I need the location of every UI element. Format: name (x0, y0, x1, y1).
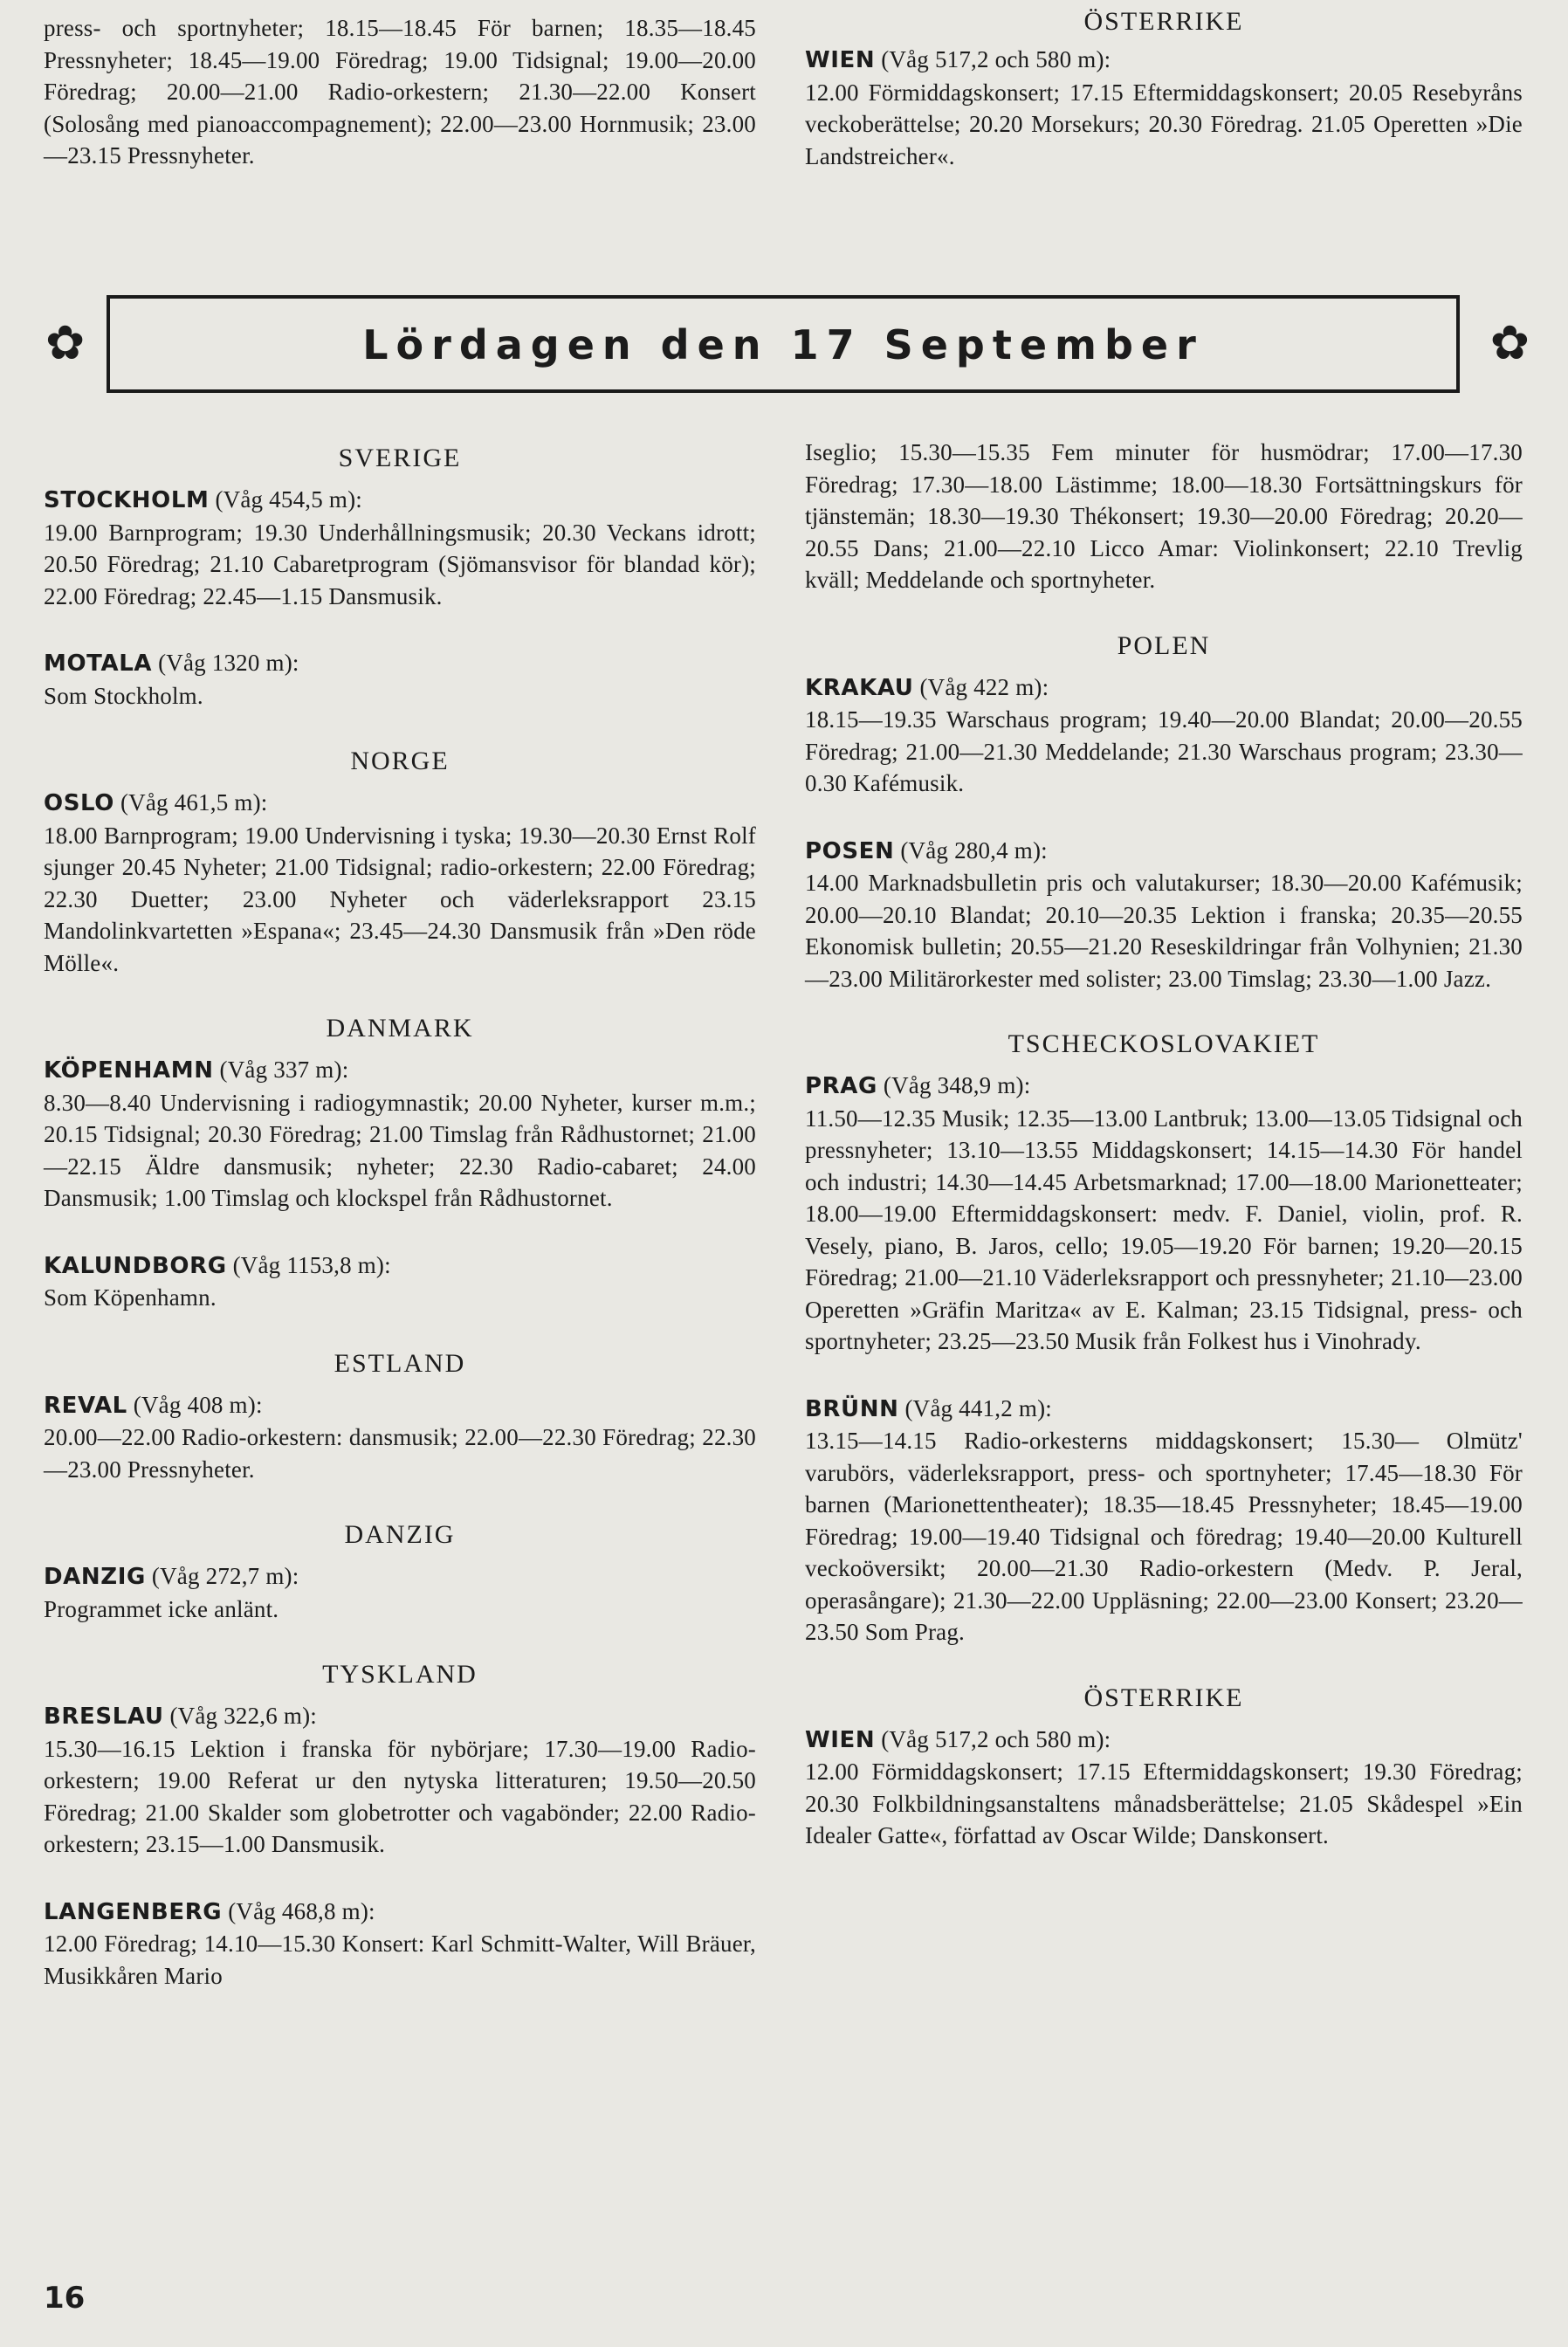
station-entry (44, 1896, 756, 1993)
program-text: 8.30—8.40 Undervisning i radiogymnastik; 20.00 Nyheter, kurser m.m.; 20.15 Tidsignal; 20.30 Föredrag; 21.00 Timslag från Rådhustornet; 21.00—22.15 Äldre dansmusik; nyheter; 22.30 Radio-cabaret; 24.00 Dansmusik; 1.00 Timslag och klockspel från Rådhustornet. (44, 1089, 756, 1211)
station-name: BRÜNN (805, 1395, 899, 1422)
station-block (44, 1014, 756, 1215)
station-entry (44, 787, 756, 979)
station-name: DANZIG (44, 1564, 146, 1590)
program-text: Iseglio; 15.30—15.35 Fem minuter för husmödrar; 17.00—17.30 Föredrag; 17.30—18.00 Lästimme; 18.00—18.30 Fortsättningskurs för tjänstemän; 18.30—19.30 Thékonsert; 19.30—20.00 Föredrag; 20.20—20.55 Dans; 21.00—22.10 Licco Amar: Violinkonsert; 22.10 Trevlig kväll; Meddelande och sportnyheter. (805, 439, 1523, 593)
program-text: 15.30—16.15 Lektion i franska för nybörjare; 17.30—19.00 Radio-orkestern; 19.00 Referat ur den nytyska litteraturen; 19.50—20.50 Föredrag; 21.00 Skalder som globetrotter och vagabönder; 22.00 Radio-orkestern; 23.15—1.00 Dansmusik. (44, 1735, 756, 1857)
program-text: 19.00 Barnprogram; 19.30 Underhållningsmusik; 20.30 Veckans idrott; 20.50 Föredrag; 21.10 Cabaretprogram (Sjömansvisor för blandad kör); 22.00 Föredrag; 22.45—1.15 Dansmusik. (44, 519, 756, 609)
station-block (805, 631, 1523, 800)
wavelength: (Våg 441,2 m): (904, 1394, 1052, 1421)
wavelength: (Våg 272,7 m): (151, 1563, 299, 1589)
country-heading: DANZIG (344, 1520, 456, 1549)
station-entry (805, 1393, 1523, 1648)
station-name: POSEN (805, 837, 895, 864)
program-text: 14.00 Marknadsbulletin pris och valutakurser; 18.30—20.00 Kafémusik; 20.00—20.10 Blandat; 20.10—20.35 Lektion i franska; 20.35—20.55 Ekonomisk bulletin; 20.55—21.20 Reseskildringar från Volhynien; 21.30—23.00 Militärorkester med solister; 23.00 Timslag; 23.30—1.00 Jazz. (805, 870, 1523, 992)
country-heading: ÖSTERRIKE (1083, 7, 1244, 36)
wavelength: (Våg 322,6 m): (169, 1703, 318, 1729)
station-block (44, 1249, 756, 1314)
clover-ornament-icon: ✿ (1489, 317, 1530, 369)
wavelength: (Våg 280,4 m): (900, 836, 1048, 864)
station-entry (44, 1560, 756, 1625)
station-block (44, 647, 756, 712)
program-text: Som Köpenhamn. (44, 1284, 217, 1311)
station-entry (805, 835, 1523, 995)
top-right-fragment (805, 7, 1523, 172)
station-name: MOTALA (44, 650, 153, 677)
station-entry (805, 1724, 1523, 1852)
station-block (44, 1520, 756, 1625)
wavelength: (Våg 422 m): (919, 673, 1049, 700)
program-text: 18.15—19.35 Warschaus program; 19.40—20.00 Blandat; 20.00—20.55 Föredrag; 21.00—21.30 Meddelande; 21.30 Warschaus program; 23.30—0.30 Kafémusik. (805, 706, 1523, 796)
station-name: STOCKHOLM (44, 487, 210, 513)
station-block (44, 444, 756, 612)
station-block (805, 835, 1523, 995)
station-name: WIEN (805, 47, 876, 73)
program-text: 18.00 Barnprogram; 19.00 Undervisning i tyska; 19.30—20.30 Ernst Rolf sjunger 20.45 Nyheter; 21.00 Tidsignal; radio-orkestern; 22.00 Föredrag; 22.30 Duetter; 23.00 Nyheter och väderleksrapport 23.15 Mandolinkvartetten »Espana«; 23.45—24.30 Dansmusik från »Den röde Mölle«. (44, 822, 756, 976)
wavelength: (Våg 468,8 m): (228, 1897, 375, 1924)
station-name: KÖPENHAMN (44, 1057, 214, 1084)
wavelength: (Våg 517,2 och 580 m): (881, 46, 1111, 72)
banner-title: Lördagen den 17 September (362, 321, 1204, 368)
wavelength: (Våg 408 m): (133, 1391, 263, 1418)
country-heading: POLEN (1117, 630, 1211, 660)
station-name: PRAG (805, 1073, 877, 1099)
station-entry (44, 1389, 756, 1486)
station-block (44, 1349, 756, 1486)
wavelength: (Våg 517,2 och 580 m): (881, 1725, 1111, 1752)
country-heading: ESTLAND (334, 1348, 466, 1378)
country-heading: TSCHECKOSLOVAKIET (1008, 1029, 1320, 1058)
left-column (44, 444, 756, 2027)
date-banner (45, 295, 1530, 400)
program-text: 12.00 Förmiddagskonsert; 17.15 Eftermiddagskonsert; 20.05 Resebyråns veckoberättelse; 20.20 Morsekurs; 20.30 Föredrag. 21.05 Operetten »Die Landstreicher«. (805, 79, 1523, 169)
station-name: REVAL (44, 1392, 127, 1419)
station-name: OSLO (44, 790, 114, 816)
station-entry (44, 1249, 756, 1314)
program-text: 11.50—12.35 Musik; 12.35—13.00 Lantbruk; 13.00—13.05 Tidsignal och pressnyheter; 13.10—13.55 Middagskonsert; 14.15—14.30 För handel och industri; 14.30—14.45 Arbetsmarknad; 17.00—18.00 Marionetteater; 18.00—19.00 Eftermiddagskonsert: medv. F. Daniel, violin, prof. R. Vesely, piano, B. Jaros, cello; 19.05—19.20 För barnen; 19.20—20.15 Föredrag; 21.00—21.10 Väderleksrapport och pressnyheter; 21.10—23.00 Operetten »Gräfin Maritza« av E. Kalman; 23.15 Tidsignal, press- och sportnyheter; 23.25—23.50 Musik från Folkest hus i Vinohrady. (805, 1105, 1523, 1354)
wavelength: (Våg 337 m): (219, 1056, 349, 1083)
country-heading: SVERIGE (338, 444, 462, 472)
station-entry (44, 647, 756, 712)
wavelength: (Våg 1320 m): (158, 650, 299, 676)
program-text: 13.15—14.15 Radio-orkesterns middagskonsert; 15.30— Olmütz' varubörs, väderleksrapport, press- och sportnyheter; 17.45—18.30 För barnen (Marionettentheater); 18.35—18.45 Pressnyheter; 18.45—19.00 Föredrag; 19.00—19.40 Tidsignal och föredrag; 19.40—20.00 Kulturell veckoöversikt; 20.00—21.30 Radio-orkestern (Medv. P. Jeral, operasångare); 21.30—22.00 Uppläsning; 22.00—23.00 Konsert; 23.20—23.50 Som Prag. (805, 1428, 1523, 1645)
top-left-fragment (44, 12, 756, 172)
station-entry (805, 1070, 1523, 1358)
station-block (44, 747, 756, 979)
station-entry (44, 1700, 756, 1861)
page-number: 16 (44, 2281, 86, 2316)
program-text: 12.00 Förmiddagskonsert; 17.15 Eftermiddagskonsert; 19.30 Föredrag; 20.30 Folkbildningsanstaltens månadsberättelse; 21.05 Skådespel »Ein Idealer Gatte«, författad av Oscar Wilde; Danskonsert. (805, 1759, 1523, 1848)
wavelength: (Våg 1153,8 m): (232, 1251, 391, 1278)
station-name: KRAKAU (805, 674, 914, 701)
station-name: KALUNDBORG (44, 1252, 227, 1279)
banner-frame (107, 295, 1460, 393)
clover-ornament-icon: ✿ (45, 317, 86, 369)
country-heading: DANMARK (326, 1014, 474, 1043)
station-block (805, 1683, 1523, 1852)
station-entry (805, 44, 1523, 172)
country-heading: ÖSTERRIKE (1083, 1683, 1244, 1712)
station-name: WIEN (805, 1726, 876, 1753)
station-block (44, 1660, 756, 1861)
wavelength: (Våg 454,5 m): (215, 486, 362, 513)
program-text: 20.00—22.00 Radio-orkestern: dansmusik; 22.00—22.30 Föredrag; 22.30—23.00 Pressnyheter. (44, 1424, 756, 1483)
wavelength: (Våg 461,5 m): (120, 789, 268, 816)
station-entry (44, 1054, 756, 1215)
top-left-text: press- och sportnyheter; 18.15—18.45 För barnen; 18.35—18.45 Pressnyheter; 18.45—19.00 Föredrag; 19.00 Tidsignal; 19.00—20.00 Föredrag; 20.00—21.00 Radio-orkestern; 21.30—22.00 Konsert (Solosång med pianoaccompagnement); 22.00—23.00 Hornmusik; 23.00—23.15 Pressnyheter. (44, 15, 756, 169)
station-name: BRESLAU (44, 1703, 164, 1730)
station-entry (805, 671, 1523, 800)
station-entry (805, 437, 1523, 596)
program-text: Som Stockholm. (44, 682, 203, 709)
country-heading: NORGE (350, 747, 450, 775)
right-column (805, 437, 1523, 1887)
program-text: Programmet icke anlänt. (44, 1595, 279, 1622)
station-block (805, 1029, 1523, 1358)
wavelength: (Våg 348,9 m): (883, 1072, 1031, 1098)
country-heading: TYSKLAND (322, 1660, 478, 1689)
station-block (805, 437, 1523, 596)
program-text: 12.00 Föredrag; 14.10—15.30 Konsert: Karl Schmitt-Walter, Will Bräuer, Musikkåren Mario (44, 1931, 756, 1989)
station-block (44, 1896, 756, 1993)
station-name: LANGENBERG (44, 1898, 223, 1925)
station-entry (44, 484, 756, 612)
station-block (805, 1393, 1523, 1648)
